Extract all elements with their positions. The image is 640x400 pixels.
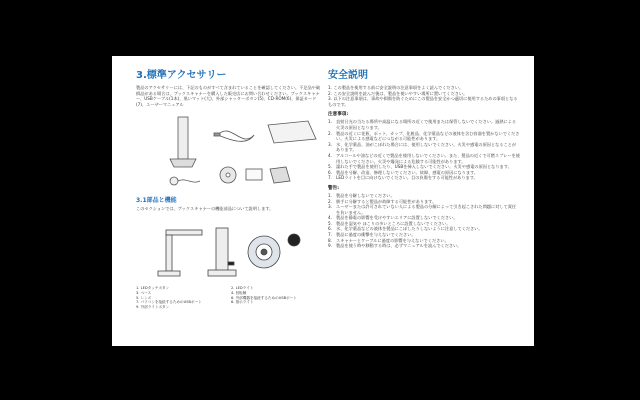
safety-intro-line: 2. この安全説明を読んだ後は、製品を使いやすい場所に置いてください。 xyxy=(328,90,468,96)
left-page xyxy=(136,66,322,310)
parts-item: 2. LEDライト xyxy=(231,285,254,290)
caution-item-number: 3. xyxy=(328,141,332,147)
parts-section-title: 3.1部品と機能 xyxy=(136,197,177,205)
warning-item-text: 勝手に分解すると製品が故障する可能性があります。 xyxy=(336,198,437,204)
cd-rom-drawing xyxy=(220,167,236,183)
warning-heading: 警告: xyxy=(328,185,340,191)
warning-item-text: 製品を静電の影響を受けやすいエリアに設置しないでください。 xyxy=(336,215,458,221)
manual-spread xyxy=(112,56,534,346)
warning-item-number: 1. xyxy=(328,192,332,198)
caution-item-number: 1. xyxy=(328,119,332,125)
parts-item: 4. 回転軸 xyxy=(231,290,247,295)
accessories-drawing xyxy=(136,113,322,191)
features-drawing xyxy=(136,218,322,280)
scanner-side-drawing xyxy=(158,230,202,276)
shutter-button-top-drawing xyxy=(288,234,300,246)
caution-heading: 注意事項: xyxy=(328,112,349,118)
caution-item-text: LEDライトを目に向けないでください。目の負傷をする可能性があります。 xyxy=(336,175,478,181)
usb-cable-drawing xyxy=(214,131,254,141)
caution-item xyxy=(328,142,520,153)
black-mat-drawing xyxy=(268,121,316,143)
shutter-button-drawing xyxy=(170,177,200,185)
parts-list xyxy=(136,286,322,310)
caution-item xyxy=(328,131,520,142)
parts-item: 3. ベース xyxy=(136,290,152,295)
warranty-card-drawing xyxy=(246,169,262,180)
warning-item-text: スキャナーとケーブルに過度の影響を与えないでください。 xyxy=(336,237,449,243)
warning-item xyxy=(328,204,520,215)
safety-title: 安全説明 xyxy=(328,70,368,81)
warning-item-number: 5. xyxy=(328,220,332,226)
caution-item-number: 2. xyxy=(328,130,332,136)
caution-item-text: 水、化学薬品、油がこぼれた場合には、使用しないでください。火災や感電の原因となることがあります。 xyxy=(336,141,517,153)
parts-item: 5. レンズ xyxy=(136,295,152,300)
caution-item-text: 直射日光の当たる場所や高温になる場所の近くで使用または保管しないでください。過熱による火災の原因となります。 xyxy=(336,119,517,130)
parts-section-intro: このセクションでは、ブックスキャナーの機能部品について説明します。 xyxy=(136,206,274,212)
caution-item-number: 7. xyxy=(328,175,332,181)
warning-item-text: 製品を湿気や ほこりの多いところに設置しないでください。 xyxy=(336,220,451,226)
warning-item-number: 6. xyxy=(328,226,332,232)
parts-item: 9. 外部ライトボタン xyxy=(136,305,170,310)
warning-item-text: 製品に過度の衝撃を与えないでください。 xyxy=(336,232,416,238)
parts-item: 1. LEDタッチボタン xyxy=(136,285,170,290)
warning-item-text: 水、化学薬品などの液体を製品にこぼしたりしないように注意してください。 xyxy=(336,226,483,232)
scanner-top-drawing xyxy=(248,236,280,268)
accessories-illustration xyxy=(136,113,322,191)
accessories-intro: 製品のアクセサリーには、下記のものがすべて含まれていることを確認してください。不足品や破損品がある場合は、ブックスキャナーを購入した販売店にお問い合わせください。ブックスキャナー、USBケーブル(1本)、黒いマット(大)、外部シャッターボタン(5)、CD-ROM(6)、保証カード(7)、ユーザーマニュアル xyxy=(136,85,321,107)
caution-item-number: 5. xyxy=(328,164,332,170)
caution-item-number: 6. xyxy=(328,169,332,175)
safety-intro-line: 3. 以下の注意事項は、事故や損傷を防ぐためにこの製品を安全かつ適切に使用するための事項となるものです。 xyxy=(328,96,518,107)
warning-item xyxy=(328,243,520,249)
warning-item-text: 製品を使う時や移動する時は、必ずマニュアルを読んでください。 xyxy=(336,243,462,249)
warning-item-number: 7. xyxy=(328,232,332,238)
caution-item xyxy=(328,175,520,181)
features-illustration xyxy=(136,218,322,280)
parts-item: 8. 指示ライト xyxy=(231,300,254,305)
manual-booklet-drawing xyxy=(270,167,290,183)
caution-list xyxy=(328,119,520,181)
warning-item-text: ユーザーまたは許可されていない人による製品の分解によって引き起こされた問題に対して責任を負いません。 xyxy=(336,204,517,215)
accessories-title: 3.標準アクセサリー xyxy=(136,70,227,81)
caution-item-text: 濡れた手で製品を使用したり、USBを挿入しないでください。火災や感電の原因となります。 xyxy=(336,164,512,170)
scanner-drawing xyxy=(170,117,196,167)
warning-item-text: 製品を分解しないでください。 xyxy=(336,192,395,198)
right-page xyxy=(328,66,520,249)
caution-item-text: アルコールや油などの近くで製品を使用しないでください。また、製品の近くで可燃スプレーを使用しないでください。火災や爆発による危険する可能性があります。 xyxy=(336,152,520,164)
caution-item xyxy=(328,153,520,164)
caution-item-number: 4. xyxy=(328,152,332,158)
safety-intro-line: 1. この製品を使用する前に安全説明の注意事項をよく読んでください。 xyxy=(328,85,464,90)
scanner-front-drawing xyxy=(208,228,236,276)
caution-item xyxy=(328,119,520,130)
warning-list xyxy=(328,193,520,249)
warning-item-number: 8. xyxy=(328,237,332,243)
parts-item xyxy=(231,305,322,310)
caution-item-text: 製品を分解、改造、修理しないでください。故障、感電の原因になります。 xyxy=(336,169,479,175)
warning-item-number: 2. xyxy=(328,198,332,204)
parts-item: 7. パソコンを接続するためのUSBポート xyxy=(136,300,202,305)
warning-item-number: 4. xyxy=(328,215,332,221)
warning-item-number: 3. xyxy=(328,204,332,210)
parts-item: 6. 外部機器を接続するためのUSBポート xyxy=(231,295,297,300)
caution-item-text: 製品の近くに花瓶、ポット、カップ、化粧品、化学薬品などの液体を含む容器を置かないでください。火災による感電などにつながる可能性があります。 xyxy=(336,130,520,142)
warning-item-number: 9. xyxy=(328,243,332,249)
